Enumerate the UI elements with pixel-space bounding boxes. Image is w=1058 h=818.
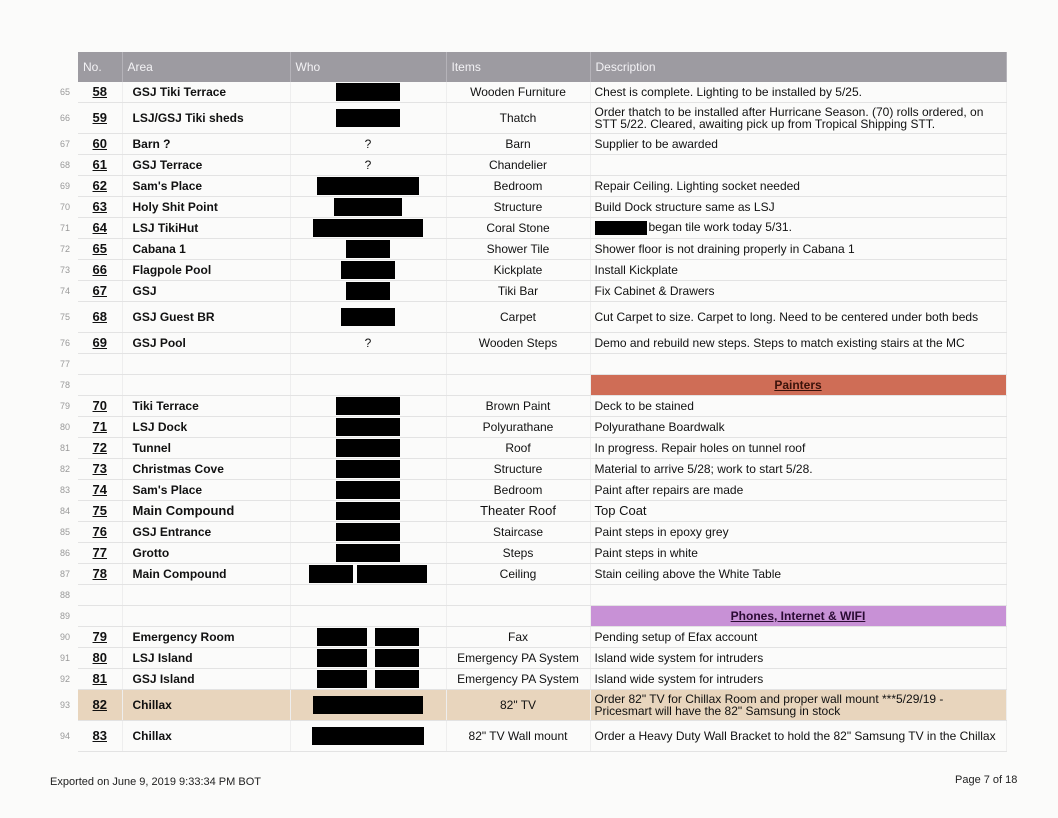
table-row — [58, 564, 1006, 585]
area-cell: Barn ? — [122, 134, 290, 155]
item-number: 64 — [78, 218, 122, 239]
description-cell: Cut Carpet to size. Carpet to long. Need to be centered under both beds — [590, 302, 1006, 333]
description-cell: Polyurathane Boardwalk — [590, 417, 1006, 438]
items-cell: Steps — [446, 543, 590, 564]
who-cell-redacted — [290, 627, 446, 648]
item-number: 76 — [78, 522, 122, 543]
table-header-row — [58, 52, 1006, 82]
items-cell: Shower Tile — [446, 239, 590, 260]
table-row — [58, 155, 1006, 176]
description-cell: Install Kickplate — [590, 260, 1006, 281]
items-cell: Structure — [446, 459, 590, 480]
table-row — [58, 669, 1006, 690]
who-cell-redacted — [290, 543, 446, 564]
item-number: 61 — [78, 155, 122, 176]
item-number: 77 — [78, 543, 122, 564]
items-cell: Roof — [446, 438, 590, 459]
who-cell-redacted — [290, 218, 446, 239]
table-row — [58, 239, 1006, 260]
area-cell: LSJ TikiHut — [122, 218, 290, 239]
who-cell-redacted — [290, 176, 446, 197]
area-cell: GSJ — [122, 281, 290, 302]
table-row — [58, 501, 1006, 522]
row-number: 75 — [60, 312, 71, 322]
who-cell-redacted — [290, 82, 446, 103]
blank-row — [58, 354, 1006, 375]
item-number: 80 — [78, 648, 122, 669]
table-row — [58, 197, 1006, 218]
items-cell: Bedroom — [446, 176, 590, 197]
description-cell — [590, 155, 1006, 176]
area-cell: Main Compound — [122, 501, 290, 522]
description-cell: Build Dock structure same as LSJ — [590, 197, 1006, 218]
area-cell: Flagpole Pool — [122, 260, 290, 281]
table-row — [58, 218, 1006, 239]
item-number: 65 — [78, 239, 122, 260]
row-number: 88 — [60, 590, 71, 600]
table-row — [58, 480, 1006, 501]
redaction-mark — [595, 221, 647, 235]
who-cell-redacted — [290, 260, 446, 281]
area-cell: GSJ Terrace — [122, 155, 290, 176]
row-number: 65 — [60, 87, 71, 98]
who-cell-redacted — [290, 648, 446, 669]
description-cell — [590, 218, 1006, 239]
description-cell: Paint steps in epoxy grey — [590, 522, 1006, 543]
area-cell: Holy Shit Point — [122, 197, 290, 218]
description-cell: Paint steps in white — [590, 543, 1006, 564]
table-row — [58, 648, 1006, 669]
row-number: 77 — [60, 359, 71, 369]
item-number: 58 — [78, 82, 122, 103]
section-header-row — [58, 606, 1006, 627]
who-cell-redacted — [290, 480, 446, 501]
section-title: Phones, Internet & WIFI — [730, 609, 866, 623]
description-cell: Order 82" TV for Chillax Room and proper wall mount ***5/29/19 - Pricesmart will have the 82" Samsung in stock — [590, 690, 1006, 721]
page-number: Page 7 of 18 — [955, 774, 1018, 786]
row-number: 84 — [60, 506, 71, 516]
description-cell: Repair Ceiling. Lighting socket needed — [590, 176, 1006, 197]
header-who: Who — [290, 52, 446, 82]
description-cell: Demo and rebuild new steps. Steps to match existing stairs at the MC — [590, 333, 1006, 354]
area-cell: Cabana 1 — [122, 239, 290, 260]
table-row-highlighted — [58, 690, 1006, 721]
description-cell: Fix Cabinet & Drawers — [590, 281, 1006, 302]
task-table — [58, 52, 1007, 752]
header-description: Description — [590, 52, 1006, 82]
description-cell: Supplier to be awarded — [590, 134, 1006, 155]
description-cell: Order thatch to be installed after Hurricane Season. (70) rolls ordered, on STT 5/22. Cleared, awaiting pick up from Tropical Shipping STT. — [590, 103, 1006, 134]
table-row — [58, 260, 1006, 281]
row-number: 89 — [60, 611, 71, 621]
row-number: 80 — [60, 422, 71, 432]
description-cell: Island wide system for intruders — [590, 669, 1006, 690]
row-number: 68 — [60, 160, 71, 170]
who-cell-redacted — [290, 438, 446, 459]
area-cell: Emergency Room — [122, 627, 290, 648]
area-cell: Chillax — [122, 690, 290, 721]
items-cell: Polyurathane — [446, 417, 590, 438]
table-row — [58, 302, 1006, 333]
table-row — [58, 82, 1006, 103]
description-cell: Top Coat — [590, 501, 1006, 522]
item-number: 67 — [78, 281, 122, 302]
item-number: 63 — [78, 197, 122, 218]
item-number: 60 — [78, 134, 122, 155]
table-row — [58, 281, 1006, 302]
row-number: 76 — [60, 338, 71, 348]
area-cell: LSJ/GSJ Tiki sheds — [122, 103, 290, 134]
who-cell-redacted — [290, 459, 446, 480]
table-row — [58, 721, 1006, 752]
who-cell: ? — [290, 134, 446, 155]
row-number: 71 — [60, 223, 71, 233]
items-cell: 82" TV Wall mount — [446, 721, 590, 752]
blank-row — [58, 585, 1006, 606]
item-number: 73 — [78, 459, 122, 480]
who-cell-redacted — [290, 281, 446, 302]
area-cell: Tunnel — [122, 438, 290, 459]
items-cell: Emergency PA System — [446, 648, 590, 669]
who-cell: ? — [290, 155, 446, 176]
description-cell: Shower floor is not draining properly in Cabana 1 — [590, 239, 1006, 260]
item-number: 66 — [78, 260, 122, 281]
item-number: 72 — [78, 438, 122, 459]
table-row — [58, 134, 1006, 155]
items-cell: 82" TV — [446, 690, 590, 721]
who-cell-redacted — [290, 690, 446, 721]
row-number: 67 — [60, 139, 71, 149]
area-cell: Sam's Place — [122, 480, 290, 501]
description-cell: Deck to be stained — [590, 396, 1006, 417]
items-cell: Structure — [446, 197, 590, 218]
area-cell: GSJ Tiki Terrace — [122, 82, 290, 103]
who-cell-redacted — [290, 564, 446, 585]
items-cell: Wooden Steps — [446, 333, 590, 354]
items-cell: Kickplate — [446, 260, 590, 281]
area-cell: Tiki Terrace — [122, 396, 290, 417]
area-cell: GSJ Pool — [122, 333, 290, 354]
items-cell: Thatch — [446, 103, 590, 134]
area-cell: GSJ Island — [122, 669, 290, 690]
table-row — [58, 627, 1006, 648]
description-cell: Order a Heavy Duty Wall Bracket to hold the 82" Samsung TV in the Chillax — [590, 721, 1006, 752]
row-number: 78 — [60, 380, 71, 390]
row-number: 92 — [60, 674, 71, 684]
description-cell: Island wide system for intruders — [590, 648, 1006, 669]
area-cell: Chillax — [122, 721, 290, 752]
row-number: 90 — [60, 632, 71, 642]
row-number: 70 — [60, 202, 71, 212]
who-cell-redacted — [290, 239, 446, 260]
export-timestamp: Exported on June 9, 2019 9:33:34 PM BOT — [50, 776, 261, 788]
area-cell: GSJ Guest BR — [122, 302, 290, 333]
row-number: 66 — [60, 113, 71, 123]
table-row — [58, 417, 1006, 438]
item-number: 70 — [78, 396, 122, 417]
row-number: 79 — [60, 401, 71, 411]
area-cell: Main Compound — [122, 564, 290, 585]
section-header-row — [58, 375, 1006, 396]
row-number: 85 — [60, 527, 71, 537]
header-no: No. — [78, 52, 122, 82]
row-number: 83 — [60, 485, 71, 495]
who-cell-redacted — [290, 103, 446, 134]
description-cell: Stain ceiling above the White Table — [590, 564, 1006, 585]
section-header-painters — [590, 375, 1006, 396]
items-cell: Coral Stone — [446, 218, 590, 239]
who-cell-redacted — [290, 669, 446, 690]
item-number: 78 — [78, 564, 122, 585]
description-cell: In progress. Repair holes on tunnel roof — [590, 438, 1006, 459]
row-number: 72 — [60, 244, 71, 254]
items-cell: Barn — [446, 134, 590, 155]
description-cell: Chest is complete. Lighting to be installed by 5/25. — [590, 82, 1006, 103]
who-cell-redacted — [290, 197, 446, 218]
items-cell: Bedroom — [446, 480, 590, 501]
row-number: 91 — [60, 653, 71, 663]
item-number: 69 — [78, 333, 122, 354]
item-number: 59 — [78, 103, 122, 134]
items-cell: Wooden Furniture — [446, 82, 590, 103]
items-cell: Emergency PA System — [446, 669, 590, 690]
table-row — [58, 176, 1006, 197]
description-cell: Pending setup of Efax account — [590, 627, 1006, 648]
table-row — [58, 459, 1006, 480]
description-cell: Material to arrive 5/28; work to start 5/28. — [590, 459, 1006, 480]
table-row — [58, 438, 1006, 459]
item-number: 62 — [78, 176, 122, 197]
table-row — [58, 543, 1006, 564]
task-table-sheet — [58, 52, 1006, 752]
row-number-header — [58, 52, 78, 82]
header-area: Area — [122, 52, 290, 82]
item-number: 71 — [78, 417, 122, 438]
row-number: 69 — [60, 181, 71, 191]
row-number: 82 — [60, 464, 71, 474]
header-items: Items — [446, 52, 590, 82]
who-cell-redacted — [290, 417, 446, 438]
item-number: 82 — [78, 690, 122, 721]
row-number: 86 — [60, 548, 71, 558]
who-cell-redacted — [290, 396, 446, 417]
who-cell-redacted — [290, 522, 446, 543]
item-number: 83 — [78, 721, 122, 752]
description-text: began tile work today 5/31. — [648, 220, 792, 235]
item-number: 74 — [78, 480, 122, 501]
area-cell: GSJ Entrance — [122, 522, 290, 543]
item-number: 81 — [78, 669, 122, 690]
row-number: 93 — [60, 700, 71, 710]
who-cell-redacted — [290, 302, 446, 333]
row-number: 81 — [60, 443, 71, 453]
table-row — [58, 103, 1006, 134]
description-cell: Paint after repairs are made — [590, 480, 1006, 501]
area-cell: Sam's Place — [122, 176, 290, 197]
area-cell: Grotto — [122, 543, 290, 564]
items-cell: Brown Paint — [446, 396, 590, 417]
area-cell: LSJ Dock — [122, 417, 290, 438]
items-cell: Chandelier — [446, 155, 590, 176]
items-cell: Carpet — [446, 302, 590, 333]
items-cell: Ceiling — [446, 564, 590, 585]
area-cell: LSJ Island — [122, 648, 290, 669]
who-cell-redacted — [290, 721, 446, 752]
section-header-phones — [590, 606, 1006, 627]
area-cell: Christmas Cove — [122, 459, 290, 480]
table-row — [58, 333, 1006, 354]
row-number: 74 — [60, 286, 71, 296]
item-number: 75 — [78, 501, 122, 522]
items-cell: Fax — [446, 627, 590, 648]
who-cell: ? — [290, 333, 446, 354]
item-number: 68 — [78, 302, 122, 333]
items-cell: Tiki Bar — [446, 281, 590, 302]
table-row — [58, 396, 1006, 417]
items-cell: Theater Roof — [446, 501, 590, 522]
row-number: 94 — [60, 731, 71, 741]
row-number: 87 — [60, 569, 71, 579]
row-number: 73 — [60, 265, 71, 275]
item-number: 79 — [78, 627, 122, 648]
section-title: Painters — [774, 378, 822, 392]
table-row — [58, 522, 1006, 543]
items-cell: Staircase — [446, 522, 590, 543]
who-cell-redacted — [290, 501, 446, 522]
